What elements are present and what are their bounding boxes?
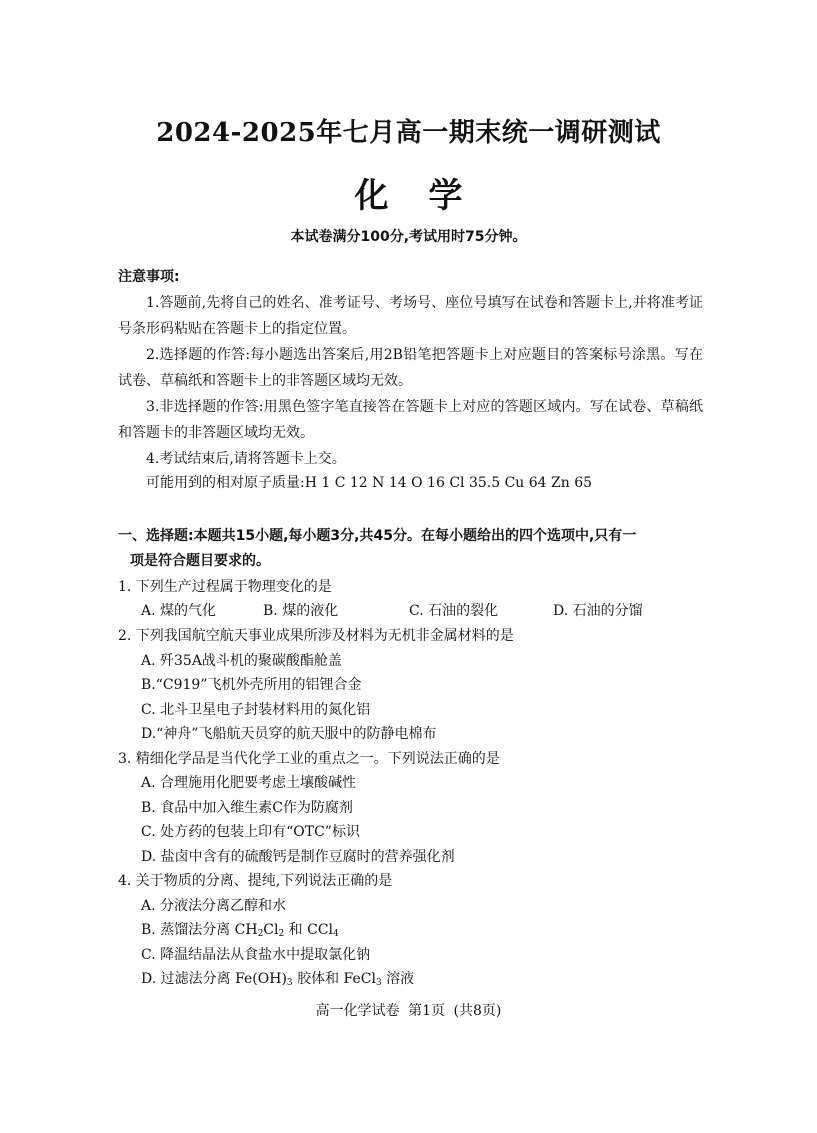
exam-info: 本试卷满分100分,考试用时75分钟。: [290, 229, 527, 245]
note-item: 4.考试结束后,请将答题卡上交。: [146, 451, 346, 467]
option: C. 降温结晶法从食盐水中提取氯化钠: [141, 947, 371, 963]
question-stem: 2. 下列我国航空航天事业成果所涉及材料为无机非金属材料的是: [118, 628, 514, 644]
option: C. 北斗卫星电子封装材料用的氮化铝: [141, 702, 371, 718]
option: A. 合理施用化肥要考虑土壤酸碱性: [141, 775, 357, 791]
section-heading: [118, 524, 708, 574]
note-item: 2.选择题的作答:每小题选出答案后,用2B铅笔把答题卡上对应题目的答案标号涂黑。写在试卷、草稿纸和答题卡上的非答题区域均无效。: [118, 347, 703, 389]
option: A. 煤的气化: [141, 603, 217, 619]
exam-title: 2024-2025年七月高一期末统一调研测试: [156, 118, 661, 148]
note-item: 3.非选择题的作答:用黑色签字笔直接答在答题卡上对应的答题区域内。写在试卷、草稿纸和答题卡的非答题区域均无效。: [118, 399, 703, 441]
notes-heading: 注意事项:: [118, 269, 180, 285]
question-stem: 4. 关于物质的分离、提纯,下列说法正确的是: [118, 873, 393, 889]
question-stem: 3. 精细化学品是当代化学工业的重点之一。下列说法正确的是: [118, 751, 500, 767]
option: C. 石油的裂化: [409, 603, 499, 619]
atomic-masses: 可能用到的相对原子质量:H 1 C 12 N 14 O 16 Cl 35.5 Cu 64 Zn 65: [146, 475, 593, 491]
section-heading-line1: 一、选择题:本题共15小题,每小题3分,共45分。在每小题给出的四个选项中,只有一: [118, 528, 637, 544]
option: A. 歼35A战斗机的聚碳酸酯舱盖: [141, 653, 342, 669]
option: B. 食品中加入维生素C作为防腐剂: [141, 800, 353, 816]
option: B.“C919”飞机外壳所用的铝锂合金: [141, 677, 362, 693]
option: D. 石油的分馏: [553, 603, 643, 619]
section-heading-line2: 项是符合题目要求的。: [130, 553, 270, 569]
subject-title: 化学: [354, 176, 503, 216]
option: B. 煤的液化: [263, 603, 339, 619]
question-stem: 1. 下列生产过程属于物理变化的是: [118, 579, 332, 595]
note-item: 1.答题前,先将自己的姓名、准考证号、考场号、座位号填写在试卷和答题卡上,并将准考证号条形码粘贴在答题卡上的指定位置。: [118, 295, 703, 337]
option: C. 处方药的包装上印有“OTC”标识: [141, 824, 360, 840]
page-footer: 高一化学试卷 第1页 (共8页): [315, 1003, 502, 1019]
option-with-formula: D. 过滤法分离 $Fe(OH)_3$ 胶体和 FeCl$_3$ 溶液: [141, 971, 415, 988]
option: D. 盐卤中含有的硫酸钙是制作豆腐时的营养强化剂: [141, 849, 455, 865]
option-with-formula: B. 蒸馏法分离 $CH_2Cl_2$ 和 CCl$_4$: [141, 922, 339, 939]
option: D.“神舟”飞船航天员穿的航天服中的防静电棉布: [141, 726, 437, 742]
option: A. 分液法分离乙醇和水: [141, 898, 287, 914]
